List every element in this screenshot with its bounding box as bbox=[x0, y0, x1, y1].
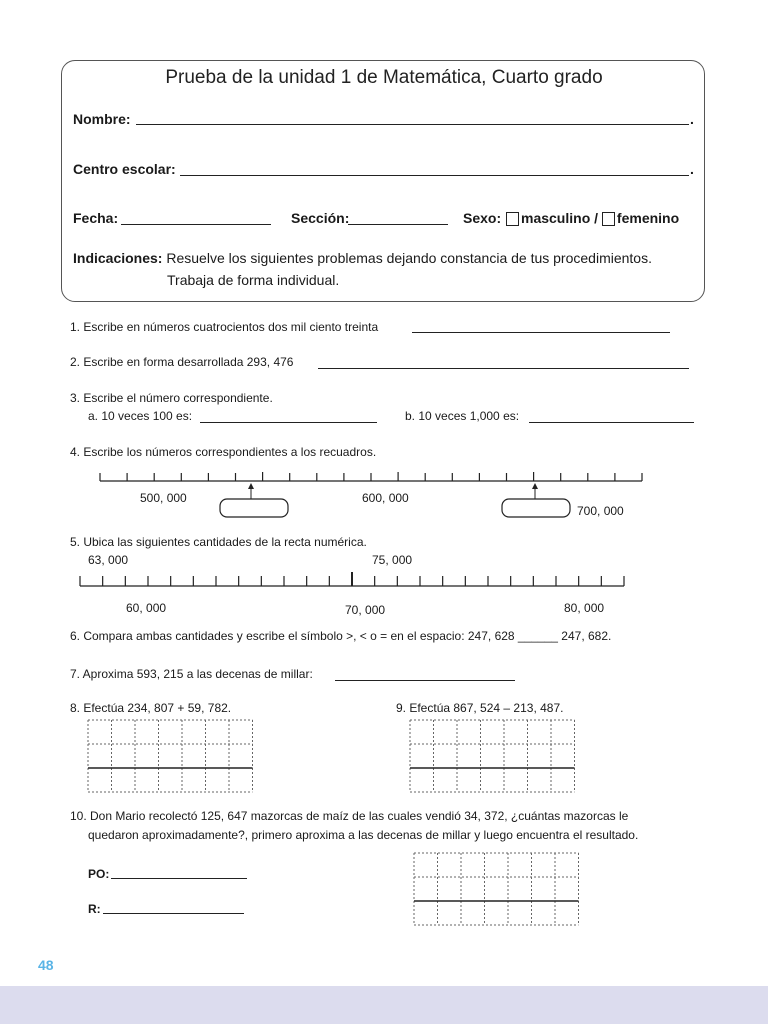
question-2: 2. Escribe en forma desarrollada 293, 476 bbox=[70, 355, 294, 369]
number-line-4-label: 700, 000 bbox=[577, 504, 624, 518]
question-6: 6. Compara ambas cantidades y escribe el símbolo >, < o = en el espacio: 247, 628 ______ 247, 682. bbox=[70, 629, 612, 643]
po-label: PO: bbox=[88, 867, 110, 881]
subtraction-grid bbox=[410, 720, 575, 792]
question-3b: b. 10 veces 1,000 es: bbox=[405, 409, 520, 423]
indicaciones-text-2: Trabaja de forma individual. bbox=[167, 272, 340, 288]
masculino-label: masculino / bbox=[521, 210, 599, 226]
centro-escolar-label: Centro escolar: bbox=[73, 161, 176, 177]
addition-grid bbox=[88, 720, 253, 792]
question-5: 5. Ubica las siguientes cantidades de la recta numérica. bbox=[70, 535, 367, 549]
question-10-line-2: quedaron aproximadamente?, primero aproxima a las decenas de millar y luego encuentra el resultado. bbox=[88, 828, 639, 842]
indicaciones-text-1: Resuelve los siguientes problemas dejando constancia de tus procedimientos. bbox=[166, 250, 652, 266]
question-9: 9. Efectúa 867, 524 – 213, 487. bbox=[396, 701, 564, 715]
question-4: 4. Escribe los números correspondientes a los recuadros. bbox=[70, 445, 377, 459]
nombre-label: Nombre: bbox=[73, 111, 131, 127]
number-line-5-top-label: 75, 000 bbox=[372, 553, 413, 567]
number-line-4-label: 500, 000 bbox=[140, 491, 187, 505]
number-line-5-bottom-label: 80, 000 bbox=[564, 601, 605, 615]
fecha-label: Fecha: bbox=[73, 210, 119, 226]
indicaciones-label: Indicaciones: bbox=[73, 250, 163, 266]
nombre-period: . bbox=[690, 111, 694, 127]
number-line-4-label: 600, 000 bbox=[362, 491, 409, 505]
footer-band bbox=[0, 986, 768, 1024]
number-line-5-bottom-label: 70, 000 bbox=[345, 603, 386, 617]
question-10-line-1: 10. Don Mario recolectó 125, 647 mazorcas de maíz de las cuales vendió 34, 372, ¿cuántas mazorcas le bbox=[70, 809, 629, 823]
question-7: 7. Aproxima 593, 215 a las decenas de millar: bbox=[70, 667, 313, 681]
problem-10-grid bbox=[414, 853, 579, 925]
number-line-5-top-label: 63, 000 bbox=[88, 553, 129, 567]
page-number: 48 bbox=[38, 957, 54, 973]
seccion-label: Sección: bbox=[291, 210, 350, 226]
test-title: Prueba de la unidad 1 de Matemática, Cuarto grado bbox=[165, 67, 603, 88]
r-label: R: bbox=[88, 902, 101, 916]
po-answer-line[interactable] bbox=[111, 878, 247, 879]
r-answer-line[interactable] bbox=[103, 913, 244, 914]
question-8: 8. Efectúa 234, 807 + 59, 782. bbox=[70, 701, 232, 715]
question-1: 1. Escribe en números cuatrocientos dos mil ciento treinta bbox=[70, 320, 379, 334]
sexo-label: Sexo: bbox=[463, 210, 502, 226]
centro-period: . bbox=[690, 161, 694, 177]
question-3a: a. 10 veces 100 es: bbox=[88, 409, 193, 423]
femenino-label: femenino bbox=[616, 210, 680, 226]
question-3: 3. Escribe el número correspondiente. bbox=[70, 391, 273, 405]
number-line-5-bottom-label: 60, 000 bbox=[126, 601, 167, 615]
